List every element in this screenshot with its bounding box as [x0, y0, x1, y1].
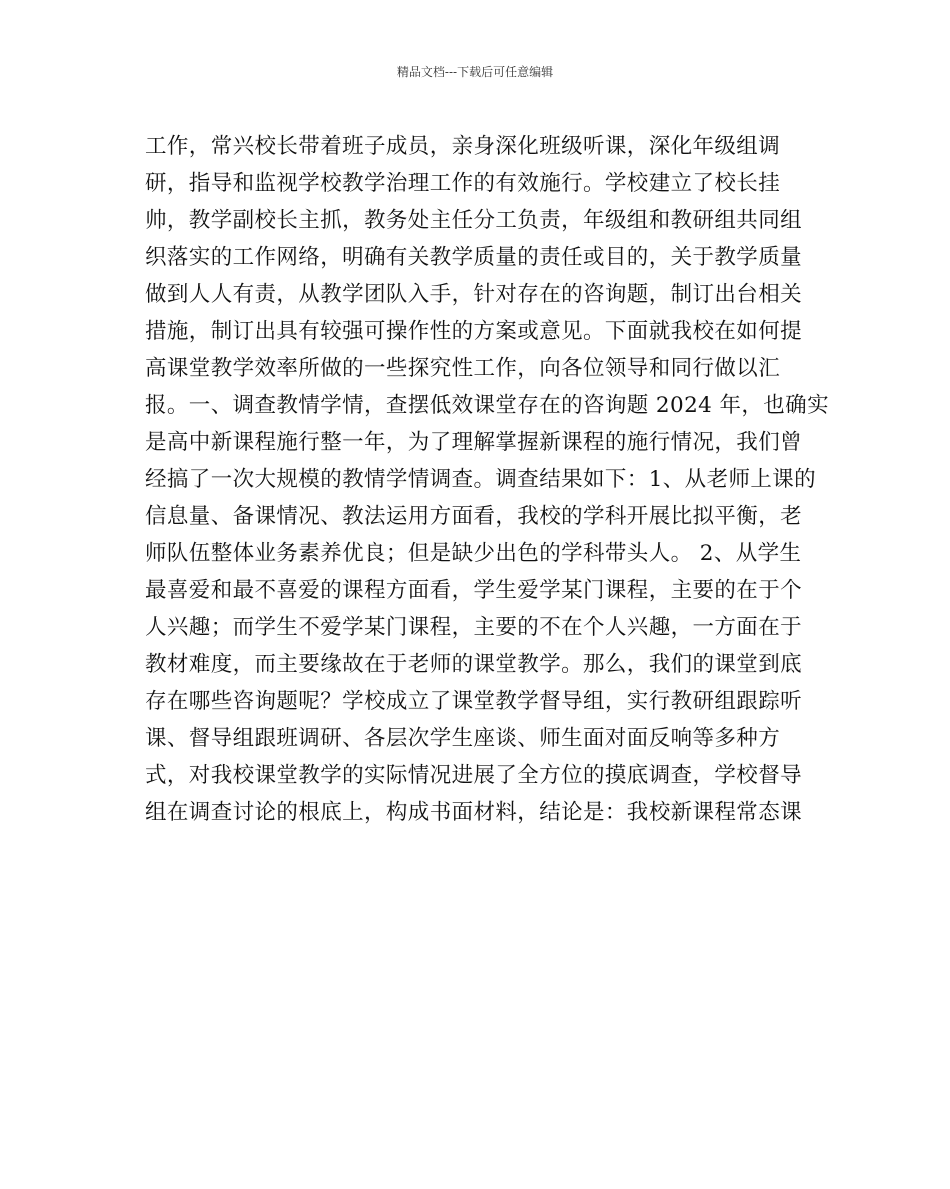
text-line: 措施，制订出具有较强可操作性的方案或意见。下面就我校在如何提 — [145, 319, 803, 344]
text-line: 帅，教学副校长主抓，教务处主任分工负责，年级组和教研组共同组 — [145, 208, 803, 233]
document-body — [145, 128, 829, 831]
text-line: 师队伍整体业务素养优良；但是缺少出色的学科带头人。 2、从学生 — [145, 541, 802, 566]
text-line: 经搞了一次大规模的教情学情调查。调查结果如下：1、从老师上课的 — [145, 467, 817, 492]
text-line: 是高中新课程施行整一年，为了理解掌握新课程的施行情况，我们曾 — [145, 430, 803, 455]
text-line: 织落实的工作网络，明确有关教学质量的责任或目的，关于教学质量 — [145, 245, 803, 270]
text-line: 高课堂教学效率所做的一些探究性工作，向各位领导和同行做以汇 — [145, 356, 781, 381]
text-line: 组在调查讨论的根底上，构成书面材料，结论是：我校新课程常态课 — [145, 800, 803, 825]
page-header: 精品文档---下载后可任意编辑 — [396, 65, 554, 79]
text-line: 工作，常兴校长带着班子成员，亲身深化班级听课，深化年级组调 — [145, 134, 781, 159]
text-line: 式，对我校课堂教学的实际情况进展了全方位的摸底调查，学校督导 — [145, 763, 803, 788]
text-line: 做到人人有责，从教学团队入手，针对存在的咨询题，制订出台相关 — [145, 282, 803, 307]
text-line: 教材难度，而主要缘故在于老师的课堂教学。那么，我们的课堂到底 — [145, 652, 803, 677]
text-line: 报。一、调查教情学情，查摆低效课堂存在的咨询题 2024 年，也确实 — [145, 393, 829, 418]
text-line: 人兴趣；而学生不爱学某门课程，主要的不在个人兴趣，一方面在于 — [145, 615, 803, 640]
text-line: 课、督导组跟班调研、各层次学生座谈、师生面对面反响等多种方 — [145, 726, 781, 751]
text-line: 最喜爱和最不喜爱的课程方面看，学生爱学某门课程，主要的在于个 — [145, 578, 803, 603]
text-line: 存在哪些咨询题呢？学校成立了课堂教学督导组，实行教研组跟踪听 — [145, 689, 803, 714]
text-line: 信息量、备课情况、教法运用方面看，我校的学科开展比拟平衡，老 — [145, 504, 803, 529]
text-line: 研，指导和监视学校教学治理工作的有效施行。学校建立了校长挂 — [145, 171, 781, 196]
